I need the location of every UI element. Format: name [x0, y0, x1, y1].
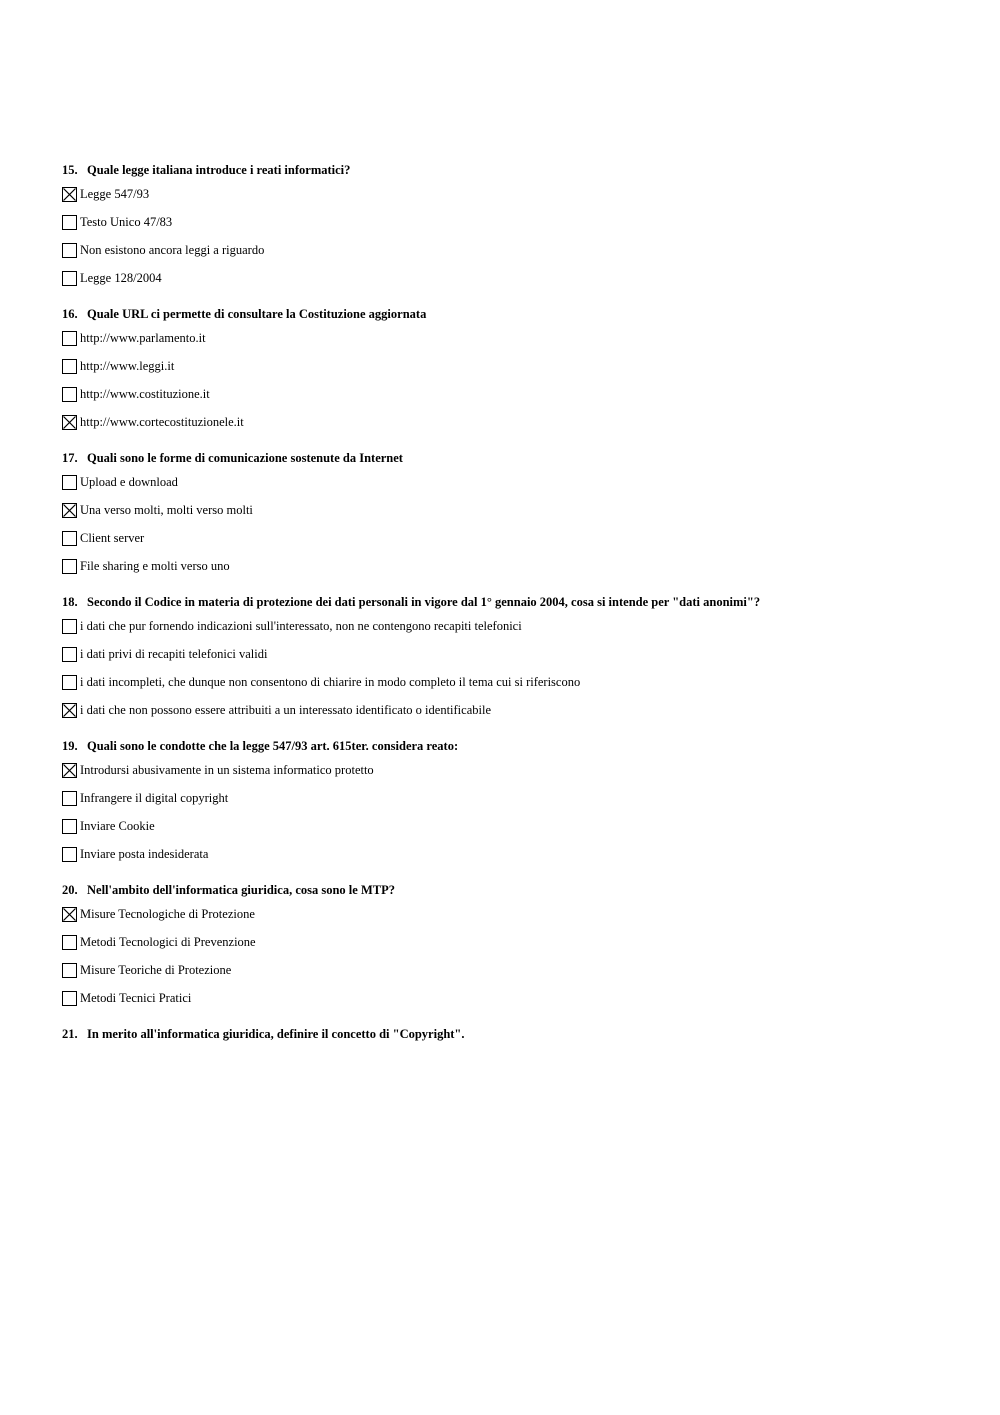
- checkbox-unchecked[interactable]: [62, 675, 77, 690]
- checkbox-checked[interactable]: [62, 763, 77, 778]
- question-title: [62, 737, 962, 755]
- question-text: Quali sono le forme di comunicazione sostenute da Internet: [87, 451, 403, 465]
- answer-option[interactable]: [62, 385, 962, 403]
- answer-options: [62, 761, 962, 863]
- answer-label: http://www.costituzione.it: [80, 387, 210, 401]
- answer-option[interactable]: [62, 701, 962, 719]
- question-20: [62, 881, 962, 1007]
- answer-option[interactable]: [62, 501, 962, 519]
- check-cross-icon: [63, 764, 76, 777]
- question-title: [62, 449, 962, 467]
- answer-options: [62, 473, 962, 575]
- answer-option[interactable]: [62, 473, 962, 491]
- checkbox-checked[interactable]: [62, 703, 77, 718]
- answer-options: [62, 329, 962, 431]
- answer-option[interactable]: [62, 269, 962, 287]
- answer-label: Inviare Cookie: [80, 819, 155, 833]
- answer-label: Misure Teoriche di Protezione: [80, 963, 232, 977]
- answer-option[interactable]: [62, 989, 962, 1007]
- answer-option[interactable]: [62, 761, 962, 779]
- answer-option[interactable]: [62, 241, 962, 259]
- checkbox-unchecked[interactable]: [62, 991, 77, 1006]
- answer-option[interactable]: [62, 617, 962, 635]
- answer-label: Inviare posta indesiderata: [80, 847, 209, 861]
- answer-label: Infrangere il digital copyright: [80, 791, 229, 805]
- answer-label: Upload e download: [80, 475, 178, 489]
- answer-label: Metodi Tecnici Pratici: [80, 991, 192, 1005]
- answer-label: i dati che pur fornendo indicazioni sull'interessato, non ne contengono recapiti telefonici: [80, 619, 522, 633]
- question-number: 20.: [62, 883, 78, 897]
- question-text: Quali sono le condotte che la legge 547/93 art. 615ter. considera reato:: [87, 739, 459, 753]
- question-text: Secondo il Codice in materia di protezione dei dati personali in vigore dal 1° gennaio 2004, cosa si intende per "dati anonimi"?: [87, 595, 761, 609]
- answer-label: Client server: [80, 531, 145, 545]
- answer-option[interactable]: [62, 529, 962, 547]
- answer-label: Misure Tecnologiche di Protezione: [80, 907, 255, 921]
- answer-option[interactable]: [62, 961, 962, 979]
- check-cross-icon: [63, 504, 76, 517]
- checkbox-unchecked[interactable]: [62, 243, 77, 258]
- checkbox-unchecked[interactable]: [62, 475, 77, 490]
- question-15: [62, 161, 962, 287]
- question-number: 19.: [62, 739, 78, 753]
- question-16: [62, 305, 962, 431]
- checkbox-unchecked[interactable]: [62, 359, 77, 374]
- question-text: Quale URL ci permette di consultare la Costituzione aggiornata: [87, 307, 427, 321]
- quiz-questions: [62, 161, 962, 1061]
- answer-label: Non esistono ancora leggi a riguardo: [80, 243, 265, 257]
- question-17: [62, 449, 962, 575]
- answer-options: [62, 185, 962, 287]
- question-text: Nell'ambito dell'informatica giuridica, cosa sono le MTP?: [87, 883, 395, 897]
- checkbox-unchecked[interactable]: [62, 531, 77, 546]
- answer-option[interactable]: [62, 933, 962, 951]
- checkbox-unchecked[interactable]: [62, 963, 77, 978]
- answer-label: Metodi Tecnologici di Prevenzione: [80, 935, 256, 949]
- question-number: 16.: [62, 307, 78, 321]
- answer-option[interactable]: [62, 645, 962, 663]
- answer-label: http://www.leggi.it: [80, 359, 175, 373]
- answer-option[interactable]: [62, 413, 962, 431]
- question-title: [62, 881, 962, 899]
- answer-options: [62, 905, 962, 1007]
- question-number: 15.: [62, 163, 78, 177]
- answer-label: Testo Unico 47/83: [80, 215, 173, 229]
- answer-label: Introdursi abusivamente in un sistema informatico protetto: [80, 763, 374, 777]
- answer-label: Una verso molti, molti verso molti: [80, 503, 253, 517]
- answer-label: Legge 547/93: [80, 187, 150, 201]
- checkbox-checked[interactable]: [62, 415, 77, 430]
- check-cross-icon: [63, 188, 76, 201]
- answer-option[interactable]: [62, 329, 962, 347]
- question-text: In merito all'informatica giuridica, definire il concetto di "Copyright".: [87, 1027, 465, 1041]
- question-21: [62, 1025, 962, 1043]
- answer-label: Legge 128/2004: [80, 271, 162, 285]
- checkbox-unchecked[interactable]: [62, 215, 77, 230]
- answer-option[interactable]: [62, 905, 962, 923]
- question-title: [62, 161, 962, 179]
- question-text: Quale legge italiana introduce i reati informatici?: [87, 163, 351, 177]
- check-cross-icon: [63, 704, 76, 717]
- checkbox-checked[interactable]: [62, 503, 77, 518]
- answer-label: i dati incompleti, che dunque non consentono di chiarire in modo completo il tema cui si riferiscono: [80, 675, 581, 689]
- checkbox-unchecked[interactable]: [62, 819, 77, 834]
- checkbox-unchecked[interactable]: [62, 647, 77, 662]
- question-18: [62, 593, 962, 719]
- checkbox-unchecked[interactable]: [62, 387, 77, 402]
- check-cross-icon: [63, 908, 76, 921]
- answer-label: http://www.cortecostituzionele.it: [80, 415, 244, 429]
- answer-option[interactable]: [62, 673, 962, 691]
- answer-option[interactable]: [62, 213, 962, 231]
- question-number: 18.: [62, 595, 78, 609]
- question-title: [62, 305, 962, 323]
- answer-option[interactable]: [62, 357, 962, 375]
- checkbox-checked[interactable]: [62, 187, 77, 202]
- checkbox-unchecked[interactable]: [62, 331, 77, 346]
- answer-option[interactable]: [62, 557, 962, 575]
- answer-label: i dati che non possono essere attribuiti a un interessato identificato o identificabile: [80, 703, 491, 717]
- answer-option[interactable]: [62, 789, 962, 807]
- checkbox-unchecked[interactable]: [62, 271, 77, 286]
- answer-options: [62, 617, 962, 719]
- checkbox-unchecked[interactable]: [62, 847, 77, 862]
- question-title: [62, 1025, 962, 1043]
- checkbox-unchecked[interactable]: [62, 791, 77, 806]
- answer-option[interactable]: [62, 185, 962, 203]
- question-19: [62, 737, 962, 863]
- question-title: [62, 593, 962, 611]
- answer-label: i dati privi di recapiti telefonici validi: [80, 647, 268, 661]
- checkbox-checked[interactable]: [62, 907, 77, 922]
- question-number: 21.: [62, 1027, 78, 1041]
- question-number: 17.: [62, 451, 78, 465]
- answer-label: http://www.parlamento.it: [80, 331, 206, 345]
- answer-option[interactable]: [62, 845, 962, 863]
- check-cross-icon: [63, 416, 76, 429]
- answer-option[interactable]: [62, 817, 962, 835]
- checkbox-unchecked[interactable]: [62, 559, 77, 574]
- checkbox-unchecked[interactable]: [62, 935, 77, 950]
- checkbox-unchecked[interactable]: [62, 619, 77, 634]
- answer-label: File sharing e molti verso uno: [80, 559, 230, 573]
